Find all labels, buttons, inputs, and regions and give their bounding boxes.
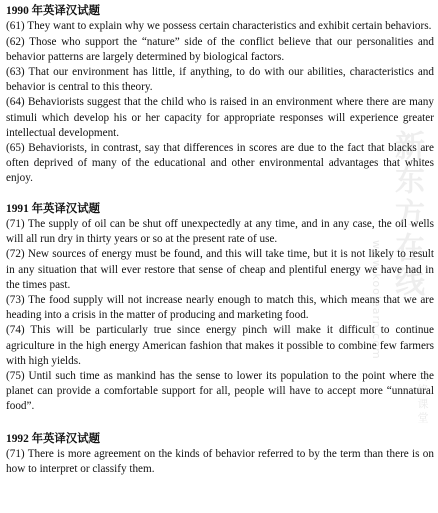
question-63: (63) That our environment has little, if anything, to do with our abilities, characteristics and behavior is central to this theory. [6,66,434,94]
question-75: (75) Until such time as mankind has the sense to lower its population to the point where the planet can provide a comfortable support for all, people will have to accept more “unnatural food”. [6,370,434,413]
question-73: (73) The food supply will not increase nearly enough to match this, which means that we are heading into a crisis in the matter of producing and marketing food. [6,294,434,322]
section-spacer [6,187,434,202]
question-71-1992: (71) There is more agreement on the kinds of behavior referred to by the term than there is on how to interpret or classify them. [6,448,434,476]
question-61: (61) They want to explain why we possess certain characteristics and exhibit certain behaviors. [6,20,432,33]
question-74: (74) This will be particularly true since energy pinch will make it difficult to continue agriculture in the high energy American fashion that makes it possible to combine few farmers with high yields. [6,324,434,367]
question-72: (72) New sources of energy must be found, and this will take time, but it is not likely to result in any situation that will ever restore that sense of cheap and plentiful energy we have had in the times past. [6,248,434,291]
section-heading-1991: 1991 年英译汉试题 [6,202,100,215]
section-heading-1990: 1990 年英译汉试题 [6,5,100,17]
watermark-small-text: 网络课堂 [416,370,429,426]
section-heading-1992: 1992 年英译汉试题 [6,432,100,445]
watermark-brand-text: 新东方在线 [389,130,424,300]
question-71-1991: (71) The supply of oil can be shut off unexpectedly at any time, and in any case, the oil wells will all run dry in thirty years or so at the present rate of use. [6,218,434,246]
watermark-url-text: www.koolearn.com [370,240,383,360]
section-spacer [6,415,434,432]
question-64: (64) Behaviorists suggest that the child who is raised in an environment where there are many stimuli which develop his or her capacity for appropriate responses will experience greater intellectual development. [6,96,434,139]
question-65: (65) Behaviorists, in contrast, say that differences in scores are due to the fact that blacks are often deprived of many of the educational and other environmental advantages that whites enjoy. [6,142,434,185]
question-62: (62) Those who support the “nature” side of the conflict believe that our personalities and behavior patterns are largely determined by biological factors. [6,35,434,63]
document-page [6,4,434,478]
